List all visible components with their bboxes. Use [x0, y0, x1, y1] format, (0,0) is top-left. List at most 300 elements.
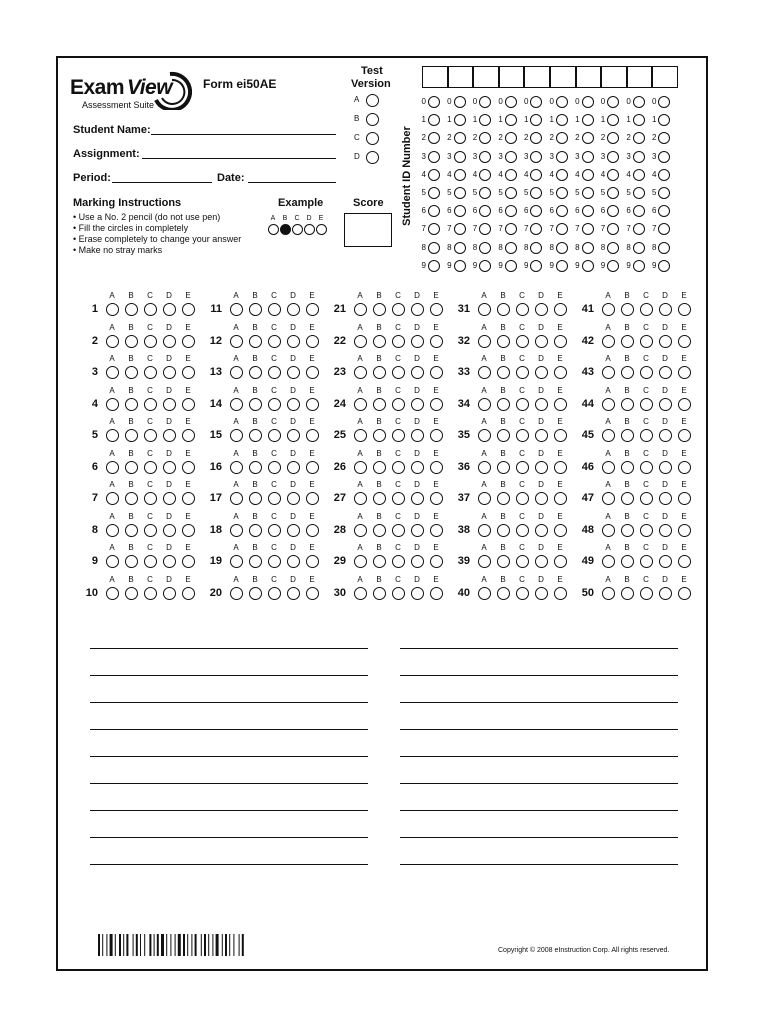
answer-bubble-e[interactable]: [554, 492, 567, 505]
write-in-line[interactable]: [90, 783, 368, 784]
answer-bubble-d[interactable]: [287, 555, 300, 568]
answer-bubble-d[interactable]: [659, 555, 672, 568]
answer-bubble-c[interactable]: [516, 303, 529, 316]
answer-bubble-b[interactable]: [621, 303, 634, 316]
answer-bubble-d[interactable]: [287, 366, 300, 379]
answer-bubble-e[interactable]: [306, 303, 319, 316]
answer-bubble-c[interactable]: [268, 398, 281, 411]
answer-bubble-b[interactable]: [621, 461, 634, 474]
answer-bubble-c[interactable]: [144, 398, 157, 411]
answer-bubble-d[interactable]: [659, 492, 672, 505]
student-id-box[interactable]: [627, 66, 653, 88]
answer-bubble-a[interactable]: [478, 398, 491, 411]
student-id-box[interactable]: [576, 66, 602, 88]
student-id-bubble[interactable]: [479, 223, 491, 235]
student-id-bubble[interactable]: [479, 260, 491, 272]
answer-bubble-c[interactable]: [268, 303, 281, 316]
student-id-bubble[interactable]: [505, 242, 517, 254]
answer-bubble-c[interactable]: [640, 555, 653, 568]
answer-bubble-c[interactable]: [144, 429, 157, 442]
answer-bubble-d[interactable]: [287, 429, 300, 442]
student-id-bubble[interactable]: [658, 132, 670, 144]
student-id-bubble[interactable]: [479, 187, 491, 199]
answer-bubble-a[interactable]: [354, 335, 367, 348]
answer-bubble-c[interactable]: [268, 461, 281, 474]
write-in-line[interactable]: [90, 702, 368, 703]
student-id-box[interactable]: [499, 66, 525, 88]
student-id-bubble[interactable]: [454, 169, 466, 181]
answer-bubble-c[interactable]: [392, 524, 405, 537]
student-id-bubble[interactable]: [582, 169, 594, 181]
student-id-box[interactable]: [652, 66, 678, 88]
answer-bubble-d[interactable]: [659, 303, 672, 316]
answer-bubble-e[interactable]: [306, 366, 319, 379]
answer-bubble-e[interactable]: [678, 303, 691, 316]
answer-bubble-e[interactable]: [182, 555, 195, 568]
answer-bubble-a[interactable]: [478, 555, 491, 568]
student-id-bubble[interactable]: [479, 242, 491, 254]
answer-bubble-b[interactable]: [621, 492, 634, 505]
answer-bubble-c[interactable]: [516, 429, 529, 442]
student-id-bubble[interactable]: [658, 151, 670, 163]
write-in-line[interactable]: [90, 837, 368, 838]
write-in-line[interactable]: [90, 675, 368, 676]
answer-bubble-e[interactable]: [306, 492, 319, 505]
answer-bubble-b[interactable]: [621, 366, 634, 379]
student-id-bubble[interactable]: [530, 169, 542, 181]
answer-bubble-c[interactable]: [144, 587, 157, 600]
answer-bubble-d[interactable]: [287, 461, 300, 474]
student-id-bubble[interactable]: [658, 223, 670, 235]
student-id-bubble[interactable]: [454, 205, 466, 217]
student-id-box[interactable]: [601, 66, 627, 88]
answer-bubble-a[interactable]: [106, 492, 119, 505]
answer-bubble-b[interactable]: [497, 492, 510, 505]
student-id-bubble[interactable]: [582, 205, 594, 217]
answer-bubble-e[interactable]: [554, 398, 567, 411]
student-id-bubble[interactable]: [633, 187, 645, 199]
student-id-bubble[interactable]: [530, 260, 542, 272]
student-id-bubble[interactable]: [428, 260, 440, 272]
answer-bubble-e[interactable]: [554, 555, 567, 568]
student-id-bubble[interactable]: [454, 187, 466, 199]
write-in-line[interactable]: [90, 729, 368, 730]
answer-bubble-b[interactable]: [249, 429, 262, 442]
answer-bubble-d[interactable]: [411, 461, 424, 474]
student-id-bubble[interactable]: [428, 242, 440, 254]
write-in-line[interactable]: [400, 675, 678, 676]
answer-bubble-a[interactable]: [478, 429, 491, 442]
answer-bubble-c[interactable]: [640, 335, 653, 348]
answer-bubble-c[interactable]: [516, 366, 529, 379]
answer-bubble-c[interactable]: [268, 492, 281, 505]
answer-bubble-e[interactable]: [182, 429, 195, 442]
student-id-bubble[interactable]: [454, 260, 466, 272]
student-id-bubble[interactable]: [633, 205, 645, 217]
answer-bubble-c[interactable]: [640, 524, 653, 537]
answer-bubble-d[interactable]: [287, 398, 300, 411]
write-in-line[interactable]: [90, 756, 368, 757]
version-bubble-c[interactable]: [366, 132, 379, 145]
answer-bubble-a[interactable]: [106, 303, 119, 316]
student-id-bubble[interactable]: [428, 151, 440, 163]
answer-bubble-e[interactable]: [430, 461, 443, 474]
answer-bubble-e[interactable]: [182, 587, 195, 600]
answer-bubble-d[interactable]: [163, 587, 176, 600]
answer-bubble-b[interactable]: [621, 429, 634, 442]
answer-bubble-b[interactable]: [497, 587, 510, 600]
answer-bubble-d[interactable]: [659, 398, 672, 411]
answer-bubble-e[interactable]: [430, 555, 443, 568]
answer-bubble-a[interactable]: [106, 335, 119, 348]
answer-bubble-e[interactable]: [554, 303, 567, 316]
answer-bubble-e[interactable]: [430, 429, 443, 442]
student-id-bubble[interactable]: [633, 242, 645, 254]
answer-bubble-d[interactable]: [535, 587, 548, 600]
answer-bubble-c[interactable]: [268, 587, 281, 600]
answer-bubble-b[interactable]: [497, 335, 510, 348]
student-id-bubble[interactable]: [505, 96, 517, 108]
answer-bubble-a[interactable]: [354, 461, 367, 474]
student-id-bubble[interactable]: [454, 242, 466, 254]
answer-bubble-b[interactable]: [125, 492, 138, 505]
answer-bubble-d[interactable]: [163, 461, 176, 474]
write-in-line[interactable]: [400, 837, 678, 838]
answer-bubble-b[interactable]: [621, 524, 634, 537]
student-id-bubble[interactable]: [633, 114, 645, 126]
answer-bubble-a[interactable]: [230, 303, 243, 316]
write-in-line[interactable]: [400, 783, 678, 784]
student-id-bubble[interactable]: [582, 114, 594, 126]
write-in-line[interactable]: [400, 702, 678, 703]
student-id-bubble[interactable]: [658, 260, 670, 272]
answer-bubble-d[interactable]: [535, 366, 548, 379]
student-id-bubble[interactable]: [607, 96, 619, 108]
student-id-bubble[interactable]: [556, 169, 568, 181]
answer-bubble-b[interactable]: [249, 524, 262, 537]
answer-bubble-a[interactable]: [230, 524, 243, 537]
answer-bubble-e[interactable]: [306, 587, 319, 600]
answer-bubble-b[interactable]: [497, 303, 510, 316]
student-id-bubble[interactable]: [582, 260, 594, 272]
answer-bubble-e[interactable]: [182, 366, 195, 379]
student-id-bubble[interactable]: [607, 260, 619, 272]
answer-bubble-c[interactable]: [516, 555, 529, 568]
student-id-bubble[interactable]: [582, 132, 594, 144]
answer-bubble-c[interactable]: [144, 461, 157, 474]
answer-bubble-c[interactable]: [392, 587, 405, 600]
answer-bubble-e[interactable]: [678, 587, 691, 600]
answer-bubble-c[interactable]: [144, 366, 157, 379]
answer-bubble-c[interactable]: [640, 429, 653, 442]
write-in-line[interactable]: [90, 648, 368, 649]
answer-bubble-b[interactable]: [373, 587, 386, 600]
answer-bubble-b[interactable]: [249, 555, 262, 568]
answer-bubble-a[interactable]: [354, 587, 367, 600]
answer-bubble-e[interactable]: [678, 366, 691, 379]
answer-bubble-d[interactable]: [163, 366, 176, 379]
student-id-bubble[interactable]: [556, 187, 568, 199]
answer-bubble-b[interactable]: [497, 429, 510, 442]
student-id-bubble[interactable]: [479, 169, 491, 181]
student-id-bubble[interactable]: [454, 132, 466, 144]
student-id-bubble[interactable]: [582, 223, 594, 235]
student-id-bubble[interactable]: [530, 132, 542, 144]
answer-bubble-a[interactable]: [602, 335, 615, 348]
answer-bubble-c[interactable]: [392, 398, 405, 411]
answer-bubble-a[interactable]: [602, 524, 615, 537]
student-id-bubble[interactable]: [530, 114, 542, 126]
answer-bubble-e[interactable]: [182, 461, 195, 474]
answer-bubble-a[interactable]: [602, 366, 615, 379]
answer-bubble-e[interactable]: [430, 398, 443, 411]
answer-bubble-b[interactable]: [125, 461, 138, 474]
answer-bubble-d[interactable]: [659, 335, 672, 348]
answer-bubble-a[interactable]: [106, 587, 119, 600]
answer-bubble-c[interactable]: [392, 461, 405, 474]
student-id-bubble[interactable]: [505, 114, 517, 126]
write-in-line[interactable]: [400, 756, 678, 757]
student-id-bubble[interactable]: [505, 169, 517, 181]
student-id-bubble[interactable]: [530, 96, 542, 108]
answer-bubble-a[interactable]: [354, 492, 367, 505]
answer-bubble-c[interactable]: [516, 398, 529, 411]
student-id-bubble[interactable]: [530, 242, 542, 254]
answer-bubble-e[interactable]: [182, 398, 195, 411]
student-id-bubble[interactable]: [633, 223, 645, 235]
answer-bubble-b[interactable]: [125, 398, 138, 411]
answer-bubble-a[interactable]: [230, 492, 243, 505]
student-id-bubble[interactable]: [607, 187, 619, 199]
student-id-box[interactable]: [524, 66, 550, 88]
student-id-bubble[interactable]: [428, 223, 440, 235]
answer-bubble-a[interactable]: [230, 555, 243, 568]
student-id-bubble[interactable]: [607, 114, 619, 126]
answer-bubble-b[interactable]: [249, 587, 262, 600]
answer-bubble-c[interactable]: [144, 524, 157, 537]
student-id-bubble[interactable]: [556, 205, 568, 217]
answer-bubble-d[interactable]: [535, 335, 548, 348]
student-id-box[interactable]: [550, 66, 576, 88]
answer-bubble-a[interactable]: [230, 587, 243, 600]
answer-bubble-c[interactable]: [640, 461, 653, 474]
answer-bubble-b[interactable]: [373, 335, 386, 348]
answer-bubble-d[interactable]: [163, 429, 176, 442]
answer-bubble-b[interactable]: [497, 366, 510, 379]
answer-bubble-c[interactable]: [640, 587, 653, 600]
answer-bubble-e[interactable]: [430, 335, 443, 348]
date-field[interactable]: [248, 182, 336, 183]
student-id-bubble[interactable]: [658, 242, 670, 254]
answer-bubble-d[interactable]: [287, 303, 300, 316]
student-id-bubble[interactable]: [556, 223, 568, 235]
student-id-bubble[interactable]: [530, 205, 542, 217]
answer-bubble-b[interactable]: [125, 587, 138, 600]
answer-bubble-b[interactable]: [125, 303, 138, 316]
answer-bubble-d[interactable]: [411, 303, 424, 316]
answer-bubble-d[interactable]: [411, 366, 424, 379]
answer-bubble-d[interactable]: [659, 524, 672, 537]
student-id-bubble[interactable]: [530, 187, 542, 199]
answer-bubble-a[interactable]: [354, 303, 367, 316]
student-id-bubble[interactable]: [633, 169, 645, 181]
answer-bubble-c[interactable]: [640, 366, 653, 379]
answer-bubble-c[interactable]: [144, 303, 157, 316]
student-id-bubble[interactable]: [505, 187, 517, 199]
answer-bubble-c[interactable]: [640, 492, 653, 505]
answer-bubble-a[interactable]: [602, 587, 615, 600]
answer-bubble-a[interactable]: [478, 366, 491, 379]
answer-bubble-a[interactable]: [354, 366, 367, 379]
student-id-bubble[interactable]: [428, 205, 440, 217]
answer-bubble-d[interactable]: [163, 335, 176, 348]
answer-bubble-c[interactable]: [392, 429, 405, 442]
answer-bubble-a[interactable]: [602, 429, 615, 442]
student-id-bubble[interactable]: [454, 96, 466, 108]
answer-bubble-a[interactable]: [106, 555, 119, 568]
answer-bubble-d[interactable]: [535, 303, 548, 316]
answer-bubble-e[interactable]: [182, 524, 195, 537]
answer-bubble-a[interactable]: [354, 555, 367, 568]
answer-bubble-e[interactable]: [678, 461, 691, 474]
answer-bubble-e[interactable]: [678, 429, 691, 442]
student-id-bubble[interactable]: [607, 223, 619, 235]
answer-bubble-c[interactable]: [392, 366, 405, 379]
answer-bubble-e[interactable]: [678, 398, 691, 411]
answer-bubble-e[interactable]: [182, 303, 195, 316]
answer-bubble-b[interactable]: [125, 366, 138, 379]
answer-bubble-a[interactable]: [230, 461, 243, 474]
answer-bubble-c[interactable]: [268, 335, 281, 348]
student-id-bubble[interactable]: [658, 114, 670, 126]
answer-bubble-a[interactable]: [106, 461, 119, 474]
answer-bubble-d[interactable]: [535, 461, 548, 474]
answer-bubble-c[interactable]: [392, 492, 405, 505]
version-bubble-d[interactable]: [366, 151, 379, 164]
answer-bubble-d[interactable]: [535, 492, 548, 505]
student-id-bubble[interactable]: [428, 187, 440, 199]
student-id-bubble[interactable]: [479, 132, 491, 144]
period-field[interactable]: [112, 182, 212, 183]
answer-bubble-a[interactable]: [106, 524, 119, 537]
student-id-bubble[interactable]: [505, 223, 517, 235]
student-id-box[interactable]: [473, 66, 499, 88]
answer-bubble-a[interactable]: [602, 398, 615, 411]
answer-bubble-c[interactable]: [144, 555, 157, 568]
student-id-bubble[interactable]: [428, 169, 440, 181]
answer-bubble-d[interactable]: [535, 429, 548, 442]
answer-bubble-e[interactable]: [554, 524, 567, 537]
student-id-bubble[interactable]: [633, 96, 645, 108]
answer-bubble-c[interactable]: [640, 303, 653, 316]
student-id-bubble[interactable]: [658, 205, 670, 217]
answer-bubble-e[interactable]: [182, 335, 195, 348]
student-id-bubble[interactable]: [607, 169, 619, 181]
answer-bubble-d[interactable]: [287, 335, 300, 348]
answer-bubble-b[interactable]: [497, 555, 510, 568]
answer-bubble-c[interactable]: [268, 555, 281, 568]
answer-bubble-b[interactable]: [497, 524, 510, 537]
answer-bubble-e[interactable]: [678, 335, 691, 348]
answer-bubble-b[interactable]: [125, 555, 138, 568]
answer-bubble-b[interactable]: [249, 398, 262, 411]
student-id-box[interactable]: [448, 66, 474, 88]
answer-bubble-b[interactable]: [373, 398, 386, 411]
answer-bubble-d[interactable]: [411, 398, 424, 411]
answer-bubble-e[interactable]: [430, 524, 443, 537]
answer-bubble-b[interactable]: [249, 366, 262, 379]
student-id-bubble[interactable]: [658, 169, 670, 181]
student-id-bubble[interactable]: [556, 260, 568, 272]
student-id-bubble[interactable]: [556, 132, 568, 144]
student-id-bubble[interactable]: [479, 114, 491, 126]
answer-bubble-a[interactable]: [230, 366, 243, 379]
answer-bubble-e[interactable]: [554, 366, 567, 379]
answer-bubble-a[interactable]: [478, 303, 491, 316]
answer-bubble-b[interactable]: [373, 524, 386, 537]
write-in-line[interactable]: [90, 810, 368, 811]
answer-bubble-e[interactable]: [306, 555, 319, 568]
answer-bubble-e[interactable]: [306, 335, 319, 348]
student-id-bubble[interactable]: [479, 205, 491, 217]
student-id-bubble[interactable]: [479, 151, 491, 163]
answer-bubble-d[interactable]: [659, 587, 672, 600]
student-id-bubble[interactable]: [428, 114, 440, 126]
student-id-bubble[interactable]: [607, 132, 619, 144]
answer-bubble-e[interactable]: [430, 492, 443, 505]
answer-bubble-a[interactable]: [230, 429, 243, 442]
student-id-bubble[interactable]: [658, 187, 670, 199]
answer-bubble-d[interactable]: [163, 524, 176, 537]
answer-bubble-d[interactable]: [411, 429, 424, 442]
answer-bubble-c[interactable]: [516, 492, 529, 505]
student-id-box[interactable]: [422, 66, 448, 88]
answer-bubble-b[interactable]: [249, 461, 262, 474]
answer-bubble-a[interactable]: [478, 335, 491, 348]
answer-bubble-c[interactable]: [144, 492, 157, 505]
student-id-bubble[interactable]: [530, 223, 542, 235]
answer-bubble-b[interactable]: [249, 335, 262, 348]
answer-bubble-c[interactable]: [516, 524, 529, 537]
answer-bubble-d[interactable]: [163, 555, 176, 568]
answer-bubble-c[interactable]: [516, 587, 529, 600]
write-in-line[interactable]: [400, 810, 678, 811]
answer-bubble-e[interactable]: [306, 429, 319, 442]
answer-bubble-a[interactable]: [602, 492, 615, 505]
answer-bubble-d[interactable]: [411, 555, 424, 568]
write-in-line[interactable]: [400, 864, 678, 865]
answer-bubble-c[interactable]: [516, 461, 529, 474]
answer-bubble-b[interactable]: [249, 492, 262, 505]
student-id-bubble[interactable]: [428, 96, 440, 108]
answer-bubble-d[interactable]: [411, 524, 424, 537]
student-id-bubble[interactable]: [582, 96, 594, 108]
answer-bubble-d[interactable]: [535, 398, 548, 411]
answer-bubble-d[interactable]: [163, 398, 176, 411]
answer-bubble-a[interactable]: [354, 429, 367, 442]
answer-bubble-c[interactable]: [392, 303, 405, 316]
answer-bubble-a[interactable]: [602, 303, 615, 316]
answer-bubble-c[interactable]: [268, 366, 281, 379]
answer-bubble-b[interactable]: [373, 461, 386, 474]
answer-bubble-b[interactable]: [373, 429, 386, 442]
student-id-bubble[interactable]: [505, 132, 517, 144]
student-id-bubble[interactable]: [505, 260, 517, 272]
student-id-bubble[interactable]: [556, 242, 568, 254]
student-id-bubble[interactable]: [658, 96, 670, 108]
answer-bubble-e[interactable]: [306, 524, 319, 537]
answer-bubble-a[interactable]: [354, 524, 367, 537]
